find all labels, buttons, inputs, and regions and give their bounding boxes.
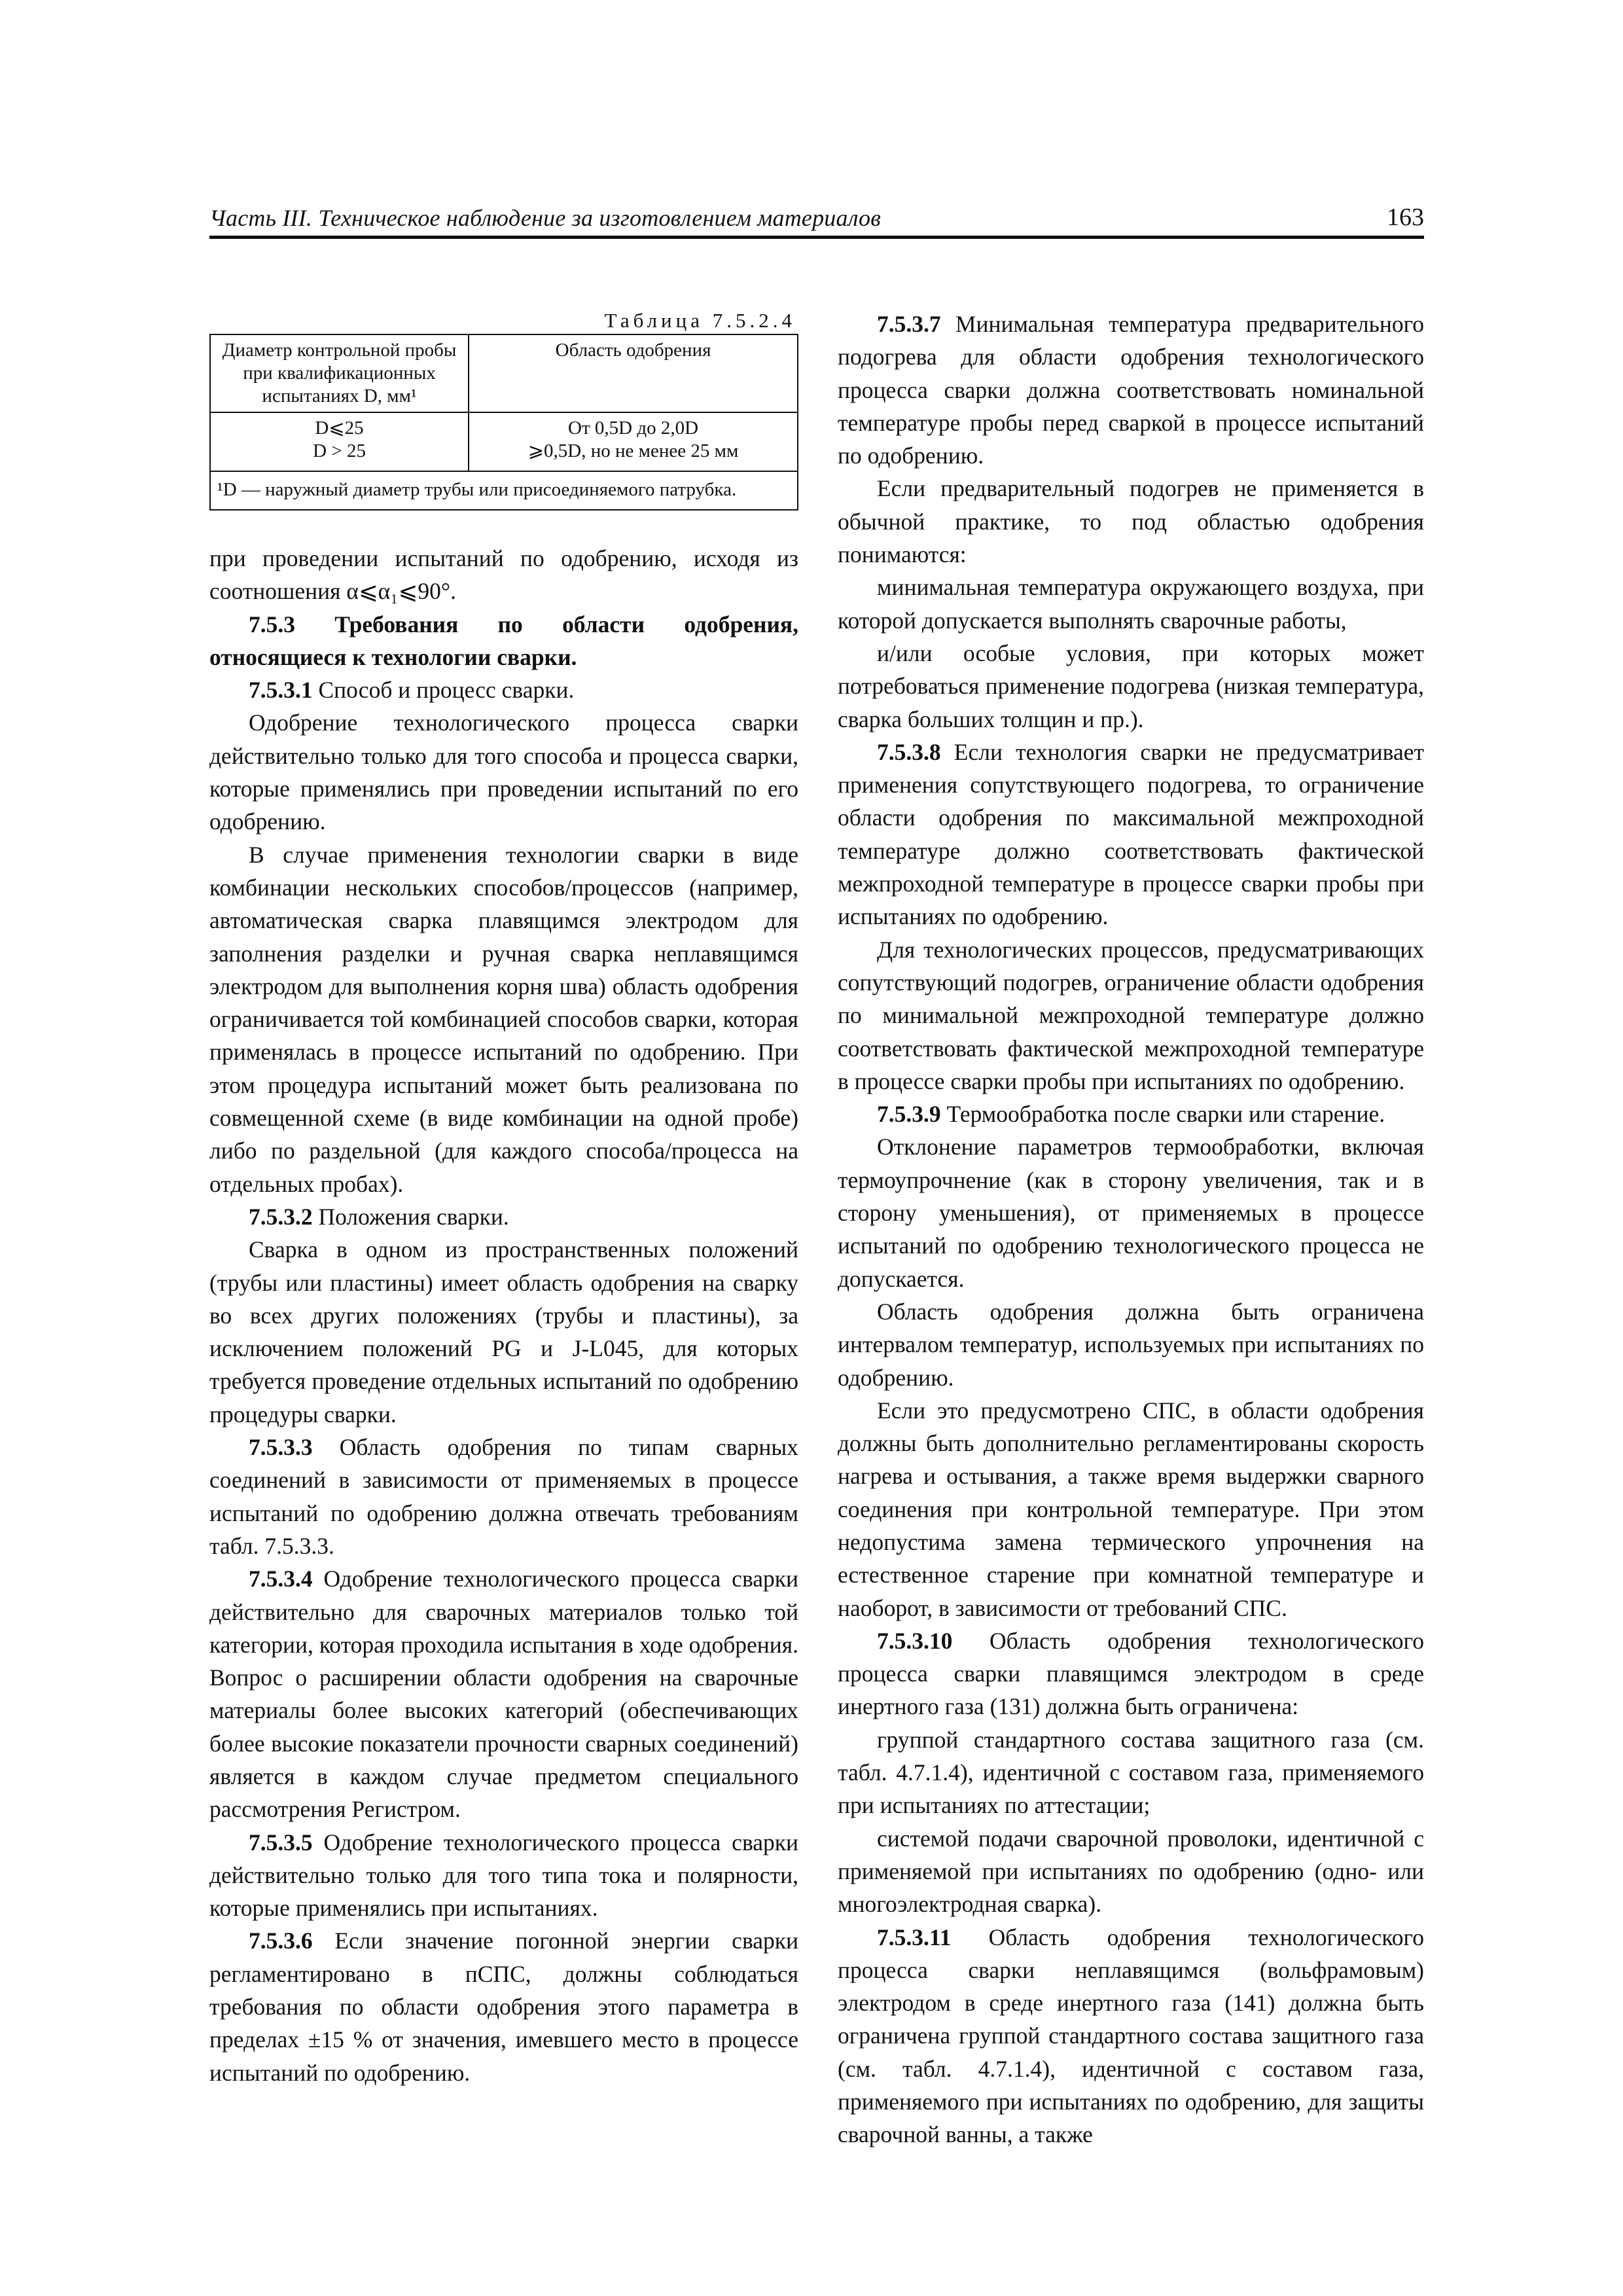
table-footnote-row: [210, 471, 798, 510]
clause-number: 7.5.3.4: [249, 1566, 313, 1592]
table-7-5-2-4: [209, 308, 798, 511]
section-heading-7-5-3: 7.5.3 Требования по области одобрения, относящиеся к технологии сварки.: [209, 611, 798, 670]
clause-7-5-3-11: [838, 1921, 1424, 2151]
table-row: [210, 412, 798, 471]
table-header-row: [210, 334, 798, 412]
paragraph: Область одобрения должна быть ограничена интервалом температур, используемых при испытаниях по одобрению.: [838, 1298, 1424, 1391]
paragraph: Для технологических процессов, предусматривающих сопутствующий подогрев, ограничение области одобрения по минимальной межпроходной температуре должно соответствовать фактической межпроходной температуре в процессе сварки пробы при испытаниях по одобрению.: [838, 936, 1424, 1094]
clause-7-5-3-3: [209, 1431, 798, 1562]
right-column: [838, 308, 1424, 2151]
table-cell: D > 25: [313, 440, 366, 461]
paragraph: Сварка в одном из пространственных положений (трубы или пластины) имеет область одобрения на сварку во всех других положениях (трубы и пластины), за исключением положений PG и J-L045, для которых требуется проведение отдельных испытаний по одобрению процедуры сварки.: [209, 1236, 798, 1427]
table-cell: От 0,5D до 2,0D: [568, 418, 699, 439]
clause-number: 7.5.3.9: [877, 1101, 941, 1128]
table-caption: Таблица 7.5.2.4: [604, 309, 796, 332]
paragraph: минимальная температура окружающего воздуха, при которой допускается выполнять сварочные работы,: [838, 574, 1424, 634]
clause-text: Термообработка после сварки или старение.: [940, 1101, 1385, 1128]
header-title: Часть III. Техническое наблюдение за изготовлением материалов: [209, 205, 882, 231]
paragraph: группой стандартного состава защитного газа (см. табл. 4.7.1.4), идентичной с составом газа, применяемого при испытаниях по аттестации;: [838, 1726, 1424, 1819]
paragraph: Если это предусмотрено СПС, в области одобрения должны быть дополнительно регламентированы скорость нагрева и остывания, а также время выдержки сварного соединения при контрольной температуре. При этом недопустима замена термического упрочнения на естественное старение при комнатной температуре и наоборот, в зависимости от требований СПС.: [838, 1397, 1424, 1621]
table-cell: ⩾0,5D, но не менее 25 мм: [527, 440, 739, 461]
table-cell: D⩽25: [315, 418, 364, 439]
clause-7-5-3-5: [209, 1826, 798, 1925]
paragraph: В случае применения технологии сварки в виде комбинации нескольких способов/процессов (например, автоматическая сварка плавящимся электродом для заполнения разделки и ручная сварка неплавящимся электродом для выполнения корня шва) область одобрения ограничивается той комбинацией способов сварки, которая применялась в процессе испытаний по одобрению. При этом процедура испытаний может быть реализована по совмещенной схеме (в виде комбинации на одной пробе) либо по раздельной (для каждого способа/процесса на отдельных пробах).: [209, 841, 798, 1197]
clause-text: Одобрение технологического процесса сварки действительно для сварочных материалов только той категории, которая проходила испытания в ходе одобрения. Вопрос о расширении области одобрения на сварочные материалы более высоких категорий (обеспечивающих более высокие показатели прочности сварных соединений) является в каждом случае предметом специального рассмотрения Регистром.: [209, 1566, 798, 1823]
table-header-range: Область одобрения: [469, 334, 798, 412]
clause-7-5-3-8: [838, 736, 1424, 933]
approval-range-table: [209, 334, 798, 511]
clause-7-5-3-4: [209, 1562, 798, 1825]
clause-text: Положения сварки.: [312, 1203, 509, 1230]
clause-number: 7.5.3.5: [249, 1829, 313, 1856]
clause-number: 7.5.3.3: [249, 1434, 313, 1461]
clause-number: 7.5.3.6: [249, 1928, 313, 1954]
clause-7-5-3-7: [838, 308, 1424, 472]
running-header: [209, 195, 1424, 239]
clause-number: 7.5.3.1: [249, 677, 313, 704]
paragraph: и/или особые условия, при которых может потребоваться применение подогрева (низкая температура, сварка больших толщин и пр.).: [838, 639, 1424, 732]
clause-7-5-3-9: [838, 1098, 1424, 1130]
table-header-diameter: Диаметр контрольной пробы при квалификационных испытаниях D, мм¹: [210, 334, 469, 412]
clause-number: 7.5.3.2: [249, 1203, 313, 1230]
left-column: [209, 308, 798, 2089]
table-footnote: ¹D — наружный диаметр трубы или присоединяемого патрубка.: [210, 471, 798, 510]
paragraph: системой подачи сварочной проволоки, идентичной с применяемой при испытаниях по одобрению (одно- или многоэлектродная сварка).: [838, 1825, 1424, 1918]
clause-text: Если технология сварки не предусматривает применения сопутствующего подогрева, то ограничение области одобрения по максимальной межпроходной температуре должно соответствовать фактической межпроходной температуре в процессе сварки пробы при испытаниях по одобрению.: [838, 738, 1424, 930]
clause-number: 7.5.3.11: [877, 1924, 952, 1950]
clause-7-5-3-10: [838, 1624, 1424, 1723]
clause-7-5-3-6: [209, 1924, 798, 2089]
paragraph: Если предварительный подогрев не применяется в обычной практике, то под областью одобрения понимаются:: [838, 475, 1424, 568]
paragraph: Отклонение параметров термообработки, включая термоупрочнение (как в сторону увеличения, так и в сторону уменьшения), от применяемых в процессе испытаний по одобрению технологического процесса не допускается.: [838, 1134, 1424, 1292]
clause-text: Область одобрения технологического процесса сварки неплавящимся (вольфрамовым) электродом в среде инертного газа (141) должна быть ограничена группой стандартного состава защитного газа (см. табл. 4.7.1.4), идентичной с составом газа, применяемого при испытаниях по одобрению, для защиты сварочной ванны, а также: [838, 1924, 1424, 2148]
clause-7-5-3-2: [209, 1200, 798, 1233]
clause-number: 7.5.3.10: [877, 1627, 953, 1654]
clause-number: 7.5.3.8: [877, 738, 941, 765]
clause-number: 7.5.3.7: [877, 311, 941, 337]
clause-text: Минимальная температура предварительного подогрева для области одобрения технологического процесса сварки должна соответствовать номинальной температуре пробы перед сваркой в процессе испытаний по одобрению.: [838, 311, 1424, 469]
clause-7-5-3-1: [209, 673, 798, 706]
paragraph: при проведении испытаний по одобрению, исходя из соотношения α⩽α₁⩽90°.: [209, 545, 798, 605]
clause-text: Способ и процесс сварки.: [312, 677, 575, 704]
page-number: 163: [1387, 204, 1424, 231]
clause-text: Одобрение технологического процесса сварки действительно только для того типа тока и полярности, которые применялись при испытаниях.: [209, 1829, 798, 1922]
clause-text: Если значение погонной энергии сварки регламентировано в пСПС, должны соблюдаться требования по области одобрения этого параметра в пределах ±15 % от значения, имевшего место в процессе испытаний по одобрению.: [209, 1928, 798, 2086]
clause-text: Область одобрения технологического процесса сварки плавящимся электродом в среде инертного газа (131) должна быть ограничена:: [838, 1627, 1424, 1720]
clause-text: Область одобрения по типам сварных соединений в зависимости от применяемых в процессе испытаний по одобрению должна отвечать требованиям табл. 7.5.3.3.: [209, 1434, 798, 1559]
paragraph: Одобрение технологического процесса сварки действительно только для того способа и процесса сварки, которые применялись при проведении испытаний по его одобрению.: [209, 709, 798, 835]
